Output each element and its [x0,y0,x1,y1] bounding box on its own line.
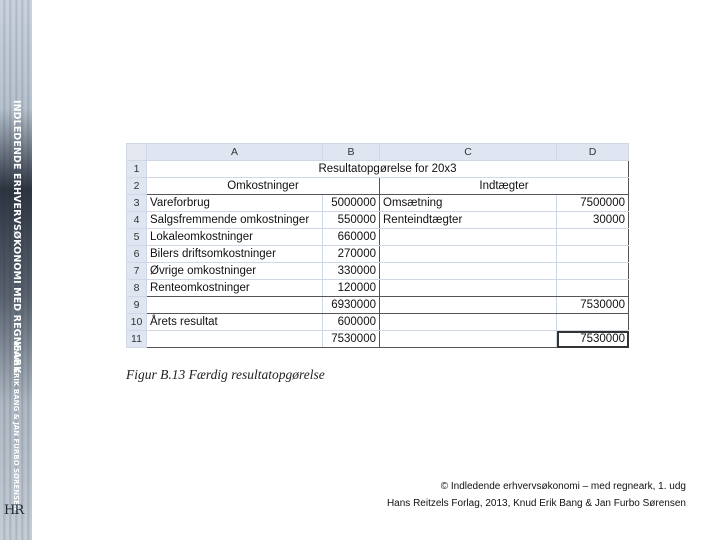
footer-line-1: © Indledende erhvervsøkonomi – med regneark, 1. udg [440,481,686,492]
cell-c[interactable] [380,229,557,246]
row-header[interactable]: 11 [127,331,147,348]
table-row [127,331,629,348]
statement-title-cell[interactable]: Resultatopgørelse for 20x3 [147,161,629,178]
cell-a[interactable]: Bilers driftsomkostninger [147,246,323,263]
publisher-logo: HR [4,503,24,518]
column-header-d[interactable]: D [557,144,629,161]
table-row [127,195,629,212]
cell-c[interactable] [380,331,557,348]
table-row [127,161,629,178]
row-header[interactable]: 2 [127,178,147,195]
column-header-b[interactable]: B [323,144,380,161]
cell-a[interactable]: Øvrige omkostninger [147,263,323,280]
costs-header-cell[interactable]: Omkostninger [147,178,380,195]
row-header[interactable]: 4 [127,212,147,229]
column-header-a[interactable]: A [147,144,323,161]
table-row [127,229,629,246]
cell-d[interactable]: 7500000 [557,195,629,212]
cell-d[interactable] [557,280,629,297]
book-authors-vertical: KNUD ERIK BANG & JAN FURBO SØRENSEN [12,343,20,511]
table-row [127,263,629,280]
cell-b[interactable]: 120000 [323,280,380,297]
cell-b[interactable]: 270000 [323,246,380,263]
table-row [127,246,629,263]
select-all-corner[interactable] [127,144,147,161]
cell-c[interactable] [380,280,557,297]
figure-caption: Figur B.13 Færdig resultatopgørelse [126,367,325,382]
column-header-c[interactable]: C [380,144,557,161]
cell-d-selected[interactable]: 7530000 [557,331,629,348]
cell-d[interactable] [557,263,629,280]
row-header[interactable]: 9 [127,297,147,314]
cell-d[interactable] [557,246,629,263]
revenue-header-cell[interactable]: Indtægter [380,178,629,195]
cell-d[interactable]: 30000 [557,212,629,229]
spreadsheet-income-statement [126,143,629,348]
row-header[interactable]: 10 [127,314,147,331]
table-row [127,314,629,331]
row-header[interactable]: 8 [127,280,147,297]
row-header[interactable]: 7 [127,263,147,280]
decorative-sidebar [0,0,32,540]
table-row [127,280,629,297]
cell-b[interactable]: 550000 [323,212,380,229]
column-header-row [127,144,629,161]
cell-b[interactable]: 6930000 [323,297,380,314]
cell-d[interactable] [557,314,629,331]
cell-a[interactable]: Salgsfremmende omkostninger [147,212,323,229]
footer-line-2: Hans Reitzels Forlag, 2013, Knud Erik Bang & Jan Furbo Sørensen [386,498,686,509]
cell-c[interactable]: Renteindtægter [380,212,557,229]
cell-a[interactable]: Renteomkostninger [147,280,323,297]
cell-c[interactable] [380,314,557,331]
table-row [127,297,629,314]
cell-a[interactable]: Årets resultat [147,314,323,331]
cell-b[interactable]: 660000 [323,229,380,246]
table-row [127,178,629,195]
row-header[interactable]: 3 [127,195,147,212]
row-header[interactable]: 1 [127,161,147,178]
cell-d[interactable] [557,229,629,246]
cell-b[interactable]: 5000000 [323,195,380,212]
row-header[interactable]: 5 [127,229,147,246]
cell-a[interactable]: Vareforbrug [147,195,323,212]
cell-c[interactable] [380,297,557,314]
cell-a[interactable] [147,331,323,348]
cell-c[interactable]: Omsætning [380,195,557,212]
cell-a[interactable]: Lokaleomkostninger [147,229,323,246]
row-header[interactable]: 6 [127,246,147,263]
cell-c[interactable] [380,246,557,263]
cell-b[interactable]: 7530000 [323,331,380,348]
cell-d[interactable]: 7530000 [557,297,629,314]
cell-c[interactable] [380,263,557,280]
book-title-vertical: INDLEDENDE ERHVERVSØKONOMI MED REGNEARK [11,100,22,374]
cell-b[interactable]: 600000 [323,314,380,331]
copyright-footer [387,478,686,512]
table-row [127,212,629,229]
cell-a[interactable] [147,297,323,314]
cell-b[interactable]: 330000 [323,263,380,280]
